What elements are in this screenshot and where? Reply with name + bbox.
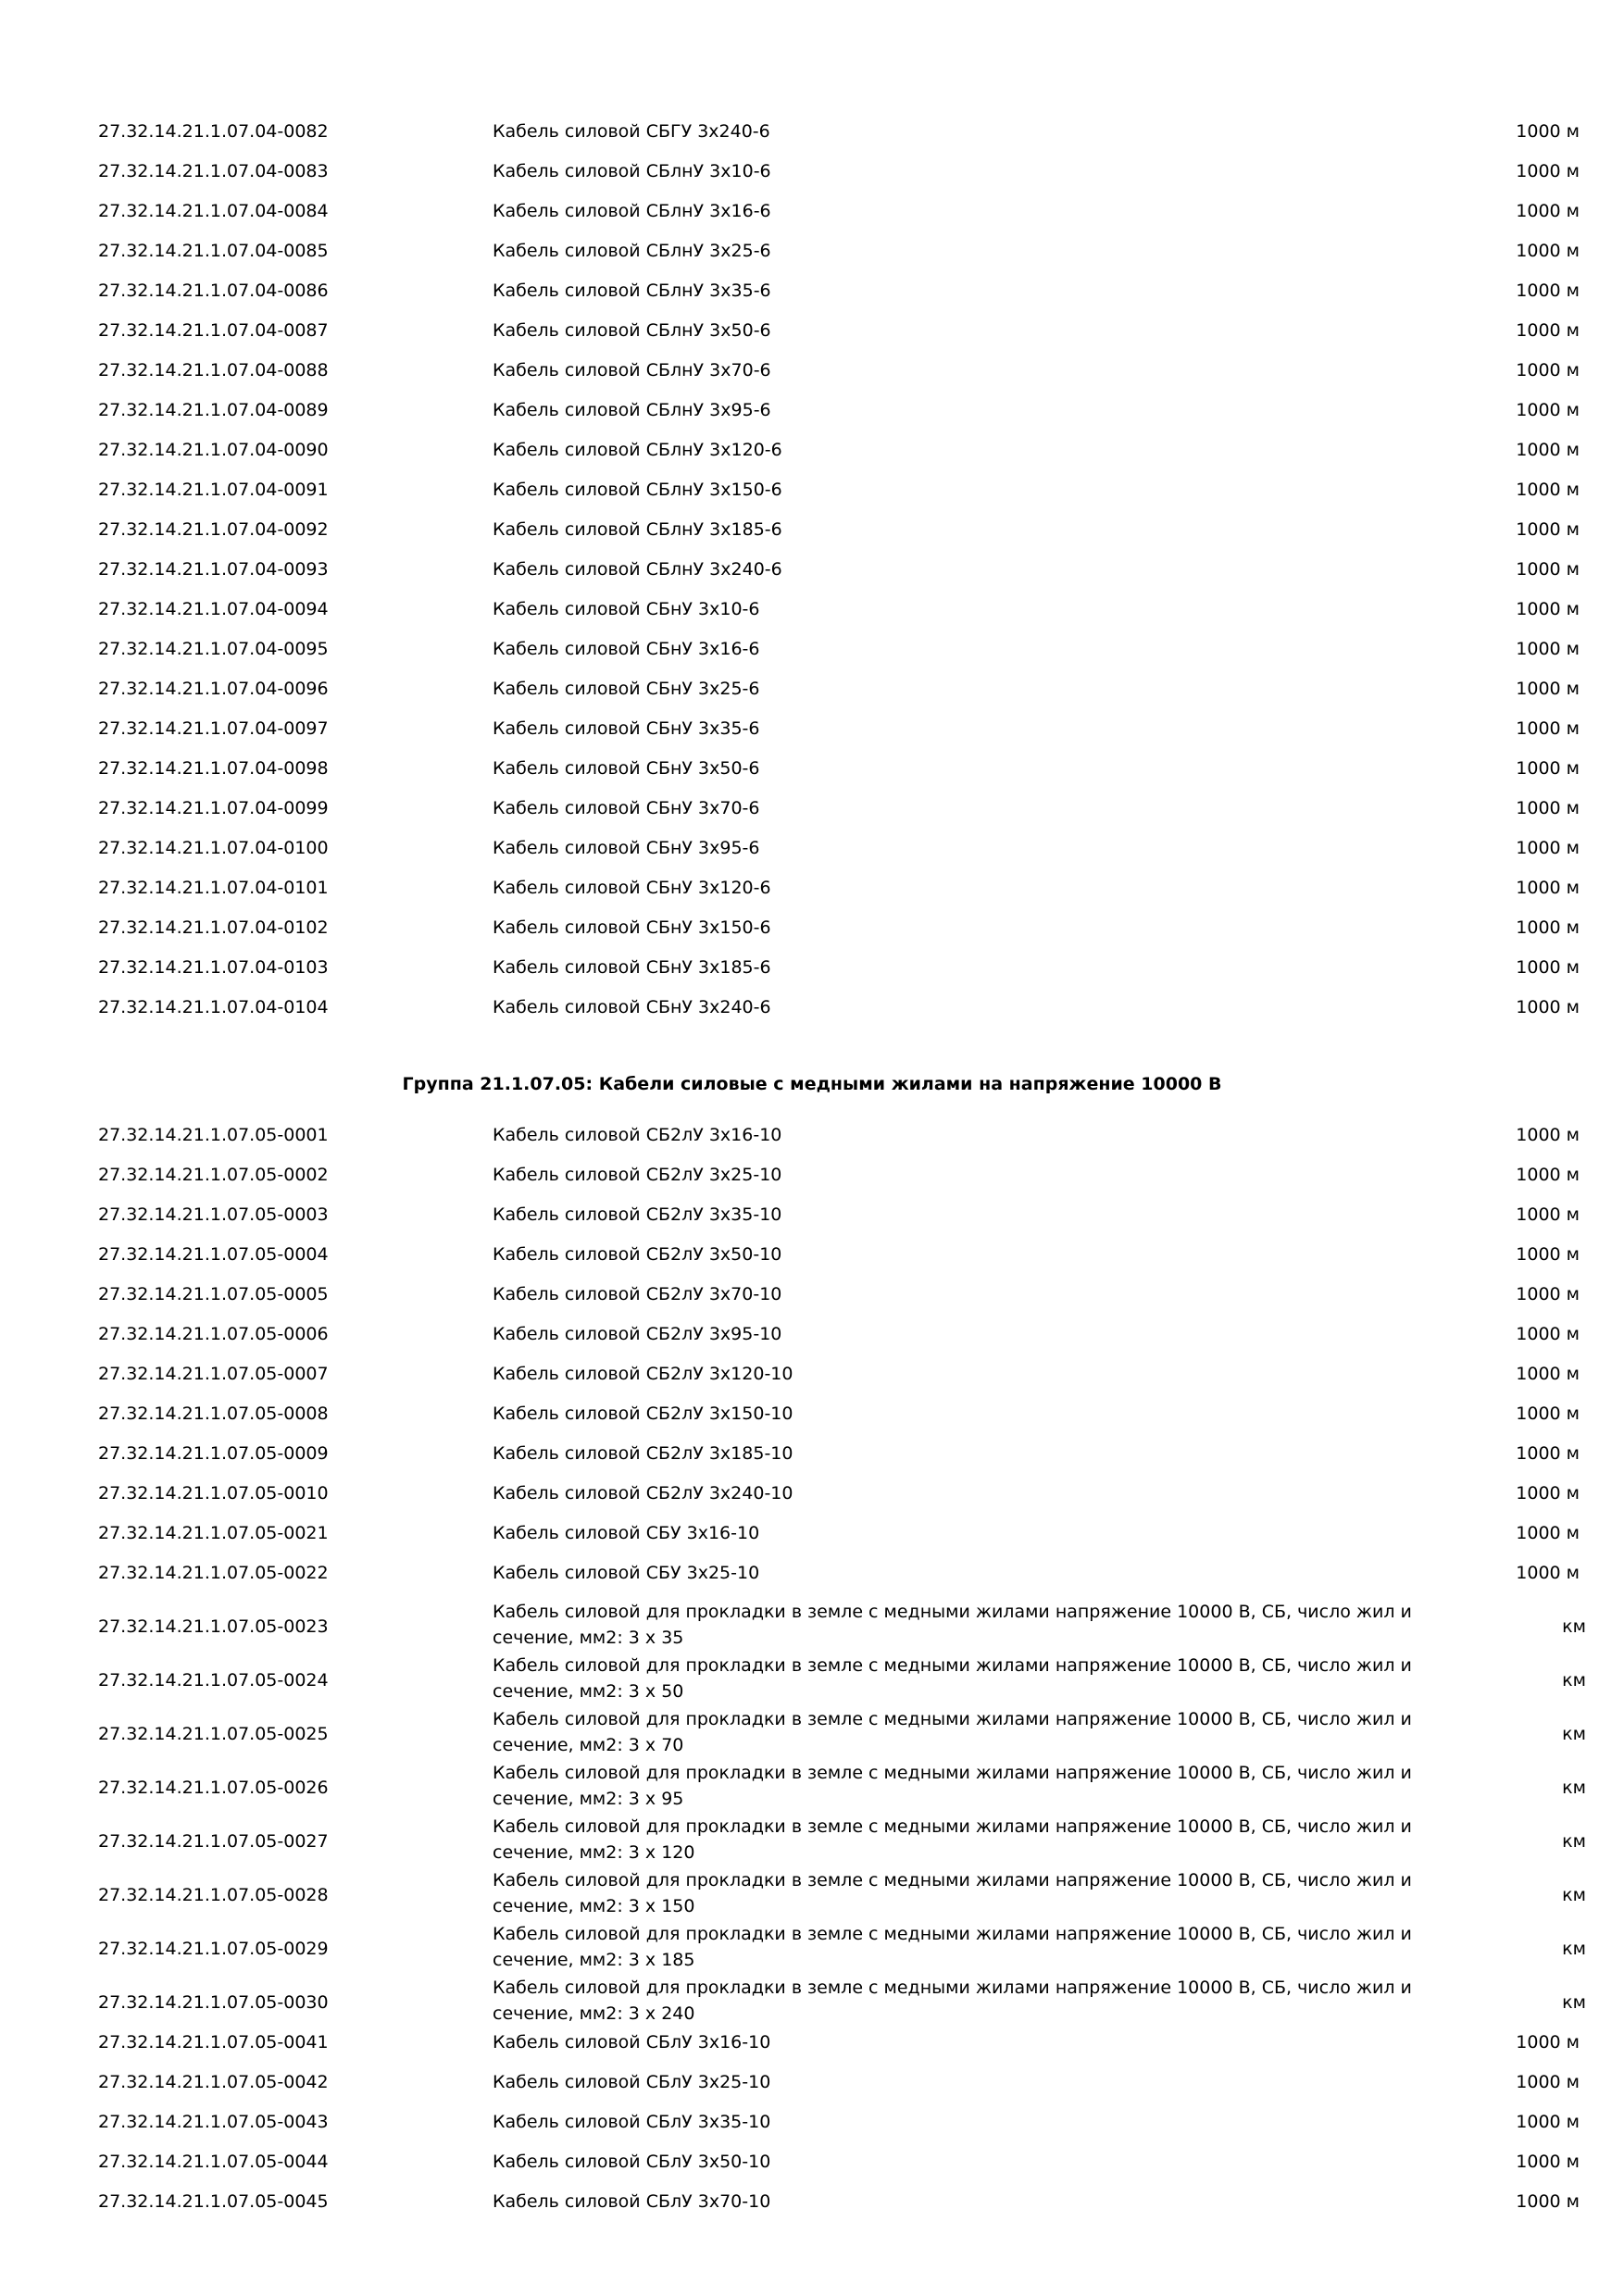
- item-code: 27.32.14.21.1.07.04-0102: [98, 917, 329, 938]
- item-name: Кабель силовой СБлнУ 3х150-6: [493, 480, 782, 500]
- item-unit: 1000 м: [1516, 798, 1580, 818]
- table-row: [0, 119, 1624, 158]
- item-code: 27.32.14.21.1.07.04-0088: [98, 360, 329, 381]
- table-row: [0, 1922, 1624, 1976]
- item-unit: 1000 м: [1516, 639, 1580, 659]
- item-code: 27.32.14.21.1.07.04-0099: [98, 798, 329, 818]
- item-name: Кабель силовой СБ2лУ 3х35-10: [493, 1204, 782, 1225]
- item-name: Кабель силовой СБлнУ 3х35-6: [493, 281, 771, 301]
- table-row: [0, 556, 1624, 596]
- item-name: Кабель силовой СБлнУ 3х95-6: [493, 400, 771, 420]
- item-unit: 1000 м: [1516, 480, 1580, 500]
- item-unit: км: [1562, 1723, 1586, 1744]
- table-row: [0, 397, 1624, 437]
- item-unit: 1000 м: [1516, 1364, 1580, 1384]
- item-name: Кабель силовой СБлнУ 3х185-6: [493, 519, 782, 540]
- item-code: 27.32.14.21.1.07.04-0093: [98, 559, 329, 580]
- item-name: Кабель силовой СБлУ 3х16-10: [493, 2032, 771, 2053]
- item-name: Кабель силовой для прокладки в земле с медными жилами напряжение 10000 В, СБ, число жил и сечение, мм2: 3 х 120: [493, 1816, 1412, 1863]
- table-row: [0, 1321, 1624, 1361]
- table-row: [0, 1600, 1624, 1653]
- item-code: 27.32.14.21.1.07.04-0096: [98, 679, 329, 699]
- item-code: 27.32.14.21.1.07.05-0004: [98, 1244, 329, 1265]
- table-row: [0, 676, 1624, 716]
- table-row: [0, 198, 1624, 238]
- item-code: 27.32.14.21.1.07.05-0005: [98, 1284, 329, 1304]
- item-unit: км: [1562, 1938, 1586, 1959]
- item-name: Кабель силовой СБнУ 3х50-6: [493, 758, 760, 779]
- table-row: [0, 1560, 1624, 1600]
- item-unit: км: [1562, 1669, 1586, 1691]
- item-code: 27.32.14.21.1.07.05-0025: [98, 1723, 329, 1744]
- table-row: [0, 2189, 1624, 2228]
- item-code: 27.32.14.21.1.07.05-0042: [98, 2072, 329, 2092]
- item-unit: 1000 м: [1516, 758, 1580, 779]
- group-heading: Группа 21.1.07.05: Кабели силовые с медными жилами на напряжение 10000 В: [402, 1074, 1222, 1094]
- item-code: 27.32.14.21.1.07.04-0092: [98, 519, 329, 540]
- item-name: Кабель силовой СБнУ 3х120-6: [493, 878, 771, 898]
- table-row: [0, 1122, 1624, 1162]
- item-name: Кабель силовой СБнУ 3х25-6: [493, 679, 760, 699]
- table-row: [0, 357, 1624, 397]
- table-row: [0, 158, 1624, 198]
- item-name: Кабель силовой СБлнУ 3х50-6: [493, 320, 771, 341]
- item-name: Кабель силовой для прокладки в земле с медными жилами напряжение 10000 В, СБ, число жил и сечение, мм2: 3 х 150: [493, 1870, 1412, 1916]
- item-code: 27.32.14.21.1.07.05-0023: [98, 1616, 329, 1637]
- table-row: [0, 2029, 1624, 2069]
- item-code: 27.32.14.21.1.07.04-0084: [98, 201, 329, 221]
- table-row: [0, 755, 1624, 795]
- table-row: [0, 994, 1624, 1034]
- item-unit: 1000 м: [1516, 1125, 1580, 1145]
- item-unit: км: [1562, 1884, 1586, 1905]
- item-unit: 1000 м: [1516, 400, 1580, 420]
- table-row: [0, 955, 1624, 994]
- item-code: 27.32.14.21.1.07.04-0100: [98, 838, 329, 858]
- item-code: 27.32.14.21.1.07.04-0097: [98, 718, 329, 739]
- item-code: 27.32.14.21.1.07.05-0021: [98, 1523, 329, 1543]
- item-unit: 1000 м: [1516, 1284, 1580, 1304]
- item-code: 27.32.14.21.1.07.05-0006: [98, 1324, 329, 1344]
- item-unit: 1000 м: [1516, 201, 1580, 221]
- item-unit: 1000 м: [1516, 440, 1580, 460]
- item-unit: 1000 м: [1516, 838, 1580, 858]
- item-name: Кабель силовой СБлнУ 3х120-6: [493, 440, 782, 460]
- table-row: [0, 1480, 1624, 1520]
- item-name: Кабель силовой СБУ 3х25-10: [493, 1563, 760, 1583]
- item-unit: 1000 м: [1516, 2112, 1580, 2132]
- item-code: 27.32.14.21.1.07.05-0002: [98, 1165, 329, 1185]
- item-name: Кабель силовой для прокладки в земле с медными жилами напряжение 10000 В, СБ, число жил и сечение, мм2: 3 х 240: [493, 1978, 1412, 2024]
- table-row: [0, 716, 1624, 755]
- item-unit: 1000 м: [1516, 2152, 1580, 2172]
- item-name: Кабель силовой СБлнУ 3х25-6: [493, 241, 771, 261]
- table-row: [0, 278, 1624, 318]
- item-name: Кабель силовой СБ2лУ 3х50-10: [493, 1244, 782, 1265]
- item-name: Кабель силовой СБ2лУ 3х150-10: [493, 1404, 793, 1424]
- table-row: [0, 1162, 1624, 1202]
- item-name: Кабель силовой СБнУ 3х95-6: [493, 838, 760, 858]
- item-code: 27.32.14.21.1.07.05-0041: [98, 2032, 329, 2053]
- item-unit: 1000 м: [1516, 957, 1580, 978]
- item-unit: 1000 м: [1516, 1204, 1580, 1225]
- item-unit: 1000 м: [1516, 2032, 1580, 2053]
- table-row: [0, 596, 1624, 636]
- item-name: Кабель силовой СБ2лУ 3х120-10: [493, 1364, 793, 1384]
- table-row: [0, 2109, 1624, 2149]
- item-name: Кабель силовой СБнУ 3х150-6: [493, 917, 771, 938]
- item-name: Кабель силовой СБнУ 3х70-6: [493, 798, 760, 818]
- table-row: [0, 2149, 1624, 2189]
- item-name: Кабель силовой СБнУ 3х16-6: [493, 639, 760, 659]
- table-row: [0, 238, 1624, 278]
- table-row: [0, 795, 1624, 835]
- item-code: 27.32.14.21.1.07.04-0090: [98, 440, 329, 460]
- item-name: Кабель силовой СБлнУ 3х10-6: [493, 161, 771, 181]
- table-row: [0, 1653, 1624, 1707]
- item-unit: 1000 м: [1516, 878, 1580, 898]
- item-name: Кабель силовой СБУ 3х16-10: [493, 1523, 760, 1543]
- item-code: 27.32.14.21.1.07.04-0103: [98, 957, 329, 978]
- item-name: Кабель силовой СБ2лУ 3х240-10: [493, 1483, 793, 1504]
- table-row: [0, 437, 1624, 477]
- item-code: 27.32.14.21.1.07.05-0024: [98, 1669, 329, 1691]
- item-unit: 1000 м: [1516, 679, 1580, 699]
- item-unit: 1000 м: [1516, 599, 1580, 619]
- item-unit: 1000 м: [1516, 997, 1580, 1017]
- item-code: 27.32.14.21.1.07.05-0026: [98, 1777, 329, 1798]
- table-row: [0, 1520, 1624, 1560]
- item-code: 27.32.14.21.1.07.05-0028: [98, 1884, 329, 1905]
- item-code: 27.32.14.21.1.07.05-0030: [98, 1991, 329, 2013]
- table-row: [0, 1761, 1624, 1815]
- item-unit: км: [1562, 1830, 1586, 1852]
- table-row: [0, 2069, 1624, 2109]
- item-unit: 1000 м: [1516, 1244, 1580, 1265]
- item-name: Кабель силовой СБГУ 3х240-6: [493, 121, 770, 142]
- item-unit: 1000 м: [1516, 1165, 1580, 1185]
- item-name: Кабель силовой СБ2лУ 3х16-10: [493, 1125, 782, 1145]
- item-unit: 1000 м: [1516, 519, 1580, 540]
- item-code: 27.32.14.21.1.07.05-0007: [98, 1364, 329, 1384]
- item-name: Кабель силовой СБлУ 3х25-10: [493, 2072, 771, 2092]
- item-name: Кабель силовой СБлУ 3х50-10: [493, 2152, 771, 2172]
- item-code: 27.32.14.21.1.07.04-0104: [98, 997, 329, 1017]
- item-code: 27.32.14.21.1.07.04-0095: [98, 639, 329, 659]
- item-unit: 1000 м: [1516, 121, 1580, 142]
- item-unit: км: [1562, 1616, 1586, 1637]
- item-unit: км: [1562, 1777, 1586, 1798]
- item-name: Кабель силовой СБнУ 3х10-6: [493, 599, 760, 619]
- item-name: Кабель силовой СБ2лУ 3х25-10: [493, 1165, 782, 1185]
- item-code: 27.32.14.21.1.07.05-0022: [98, 1563, 329, 1583]
- item-name: Кабель силовой СБ2лУ 3х70-10: [493, 1284, 782, 1304]
- table-row: [0, 1815, 1624, 1868]
- item-code: 27.32.14.21.1.07.05-0044: [98, 2152, 329, 2172]
- item-unit: 1000 м: [1516, 281, 1580, 301]
- item-code: 27.32.14.21.1.07.05-0029: [98, 1938, 329, 1959]
- item-name: Кабель силовой СБлУ 3х35-10: [493, 2112, 771, 2132]
- table-row: [0, 1401, 1624, 1441]
- item-unit: 1000 м: [1516, 320, 1580, 341]
- item-unit: 1000 м: [1516, 2072, 1580, 2092]
- item-name: Кабель силовой СБнУ 3х35-6: [493, 718, 760, 739]
- item-unit: 1000 м: [1516, 1443, 1580, 1464]
- item-name: Кабель силовой СБлУ 3х70-10: [493, 2191, 771, 2212]
- item-unit: 1000 м: [1516, 718, 1580, 739]
- item-unit: 1000 м: [1516, 559, 1580, 580]
- table-row: [0, 1281, 1624, 1321]
- table-row: [0, 1361, 1624, 1401]
- table-row: [0, 517, 1624, 556]
- item-unit: 1000 м: [1516, 2191, 1580, 2212]
- item-code: 27.32.14.21.1.07.04-0098: [98, 758, 329, 779]
- table-row: [0, 477, 1624, 517]
- table-row: [0, 875, 1624, 915]
- item-code: 27.32.14.21.1.07.05-0008: [98, 1404, 329, 1424]
- item-name: Кабель силовой СБлнУ 3х240-6: [493, 559, 782, 580]
- item-code: 27.32.14.21.1.07.04-0087: [98, 320, 329, 341]
- item-unit: 1000 м: [1516, 1523, 1580, 1543]
- item-name: Кабель силовой СБнУ 3х185-6: [493, 957, 771, 978]
- item-name: Кабель силовой для прокладки в земле с медными жилами напряжение 10000 В, СБ, число жил и сечение, мм2: 3 х 35: [493, 1602, 1412, 1648]
- item-name: Кабель силовой СБнУ 3х240-6: [493, 997, 771, 1017]
- item-code: 27.32.14.21.1.07.04-0089: [98, 400, 329, 420]
- table-row: [0, 1202, 1624, 1242]
- item-code: 27.32.14.21.1.07.05-0001: [98, 1125, 329, 1145]
- item-unit: 1000 м: [1516, 1324, 1580, 1344]
- item-unit: 1000 м: [1516, 1404, 1580, 1424]
- item-code: 27.32.14.21.1.07.04-0094: [98, 599, 329, 619]
- table-row: [0, 636, 1624, 676]
- item-unit: 1000 м: [1516, 241, 1580, 261]
- item-code: 27.32.14.21.1.07.04-0085: [98, 241, 329, 261]
- table-row: [0, 318, 1624, 357]
- table-row: [0, 1707, 1624, 1761]
- item-code: 27.32.14.21.1.07.04-0086: [98, 281, 329, 301]
- item-name: Кабель силовой для прокладки в земле с медными жилами напряжение 10000 В, СБ, число жил и сечение, мм2: 3 х 95: [493, 1763, 1412, 1809]
- item-unit: 1000 м: [1516, 161, 1580, 181]
- table-row: [0, 1441, 1624, 1480]
- item-unit: 1000 м: [1516, 1563, 1580, 1583]
- item-code: 27.32.14.21.1.07.04-0083: [98, 161, 329, 181]
- item-unit: 1000 м: [1516, 1483, 1580, 1504]
- item-code: 27.32.14.21.1.07.04-0101: [98, 878, 329, 898]
- item-name: Кабель силовой СБ2лУ 3х95-10: [493, 1324, 782, 1344]
- item-code: 27.32.14.21.1.07.05-0043: [98, 2112, 329, 2132]
- table-row: [0, 915, 1624, 955]
- item-code: 27.32.14.21.1.07.04-0082: [98, 121, 329, 142]
- table-row: [0, 835, 1624, 875]
- item-code: 27.32.14.21.1.07.05-0009: [98, 1443, 329, 1464]
- item-name: Кабель силовой для прокладки в земле с медными жилами напряжение 10000 В, СБ, число жил и сечение, мм2: 3 х 185: [493, 1924, 1412, 1970]
- item-code: 27.32.14.21.1.07.05-0027: [98, 1830, 329, 1852]
- item-name: Кабель силовой СБлнУ 3х16-6: [493, 201, 771, 221]
- item-code: 27.32.14.21.1.07.05-0010: [98, 1483, 329, 1504]
- item-name: Кабель силовой СБ2лУ 3х185-10: [493, 1443, 793, 1464]
- item-code: 27.32.14.21.1.07.05-0045: [98, 2191, 329, 2212]
- item-name: Кабель силовой для прокладки в земле с медными жилами напряжение 10000 В, СБ, число жил и сечение, мм2: 3 х 70: [493, 1709, 1412, 1755]
- item-unit: 1000 м: [1516, 360, 1580, 381]
- table-row: [0, 1868, 1624, 1922]
- table-row: [0, 1242, 1624, 1281]
- table-row: [0, 1976, 1624, 2029]
- item-unit: 1000 м: [1516, 917, 1580, 938]
- item-name: Кабель силовой для прокладки в земле с медными жилами напряжение 10000 В, СБ, число жил и сечение, мм2: 3 х 50: [493, 1655, 1412, 1702]
- item-code: 27.32.14.21.1.07.04-0091: [98, 480, 329, 500]
- item-unit: км: [1562, 1991, 1586, 2013]
- item-name: Кабель силовой СБлнУ 3х70-6: [493, 360, 771, 381]
- item-code: 27.32.14.21.1.07.05-0003: [98, 1204, 329, 1225]
